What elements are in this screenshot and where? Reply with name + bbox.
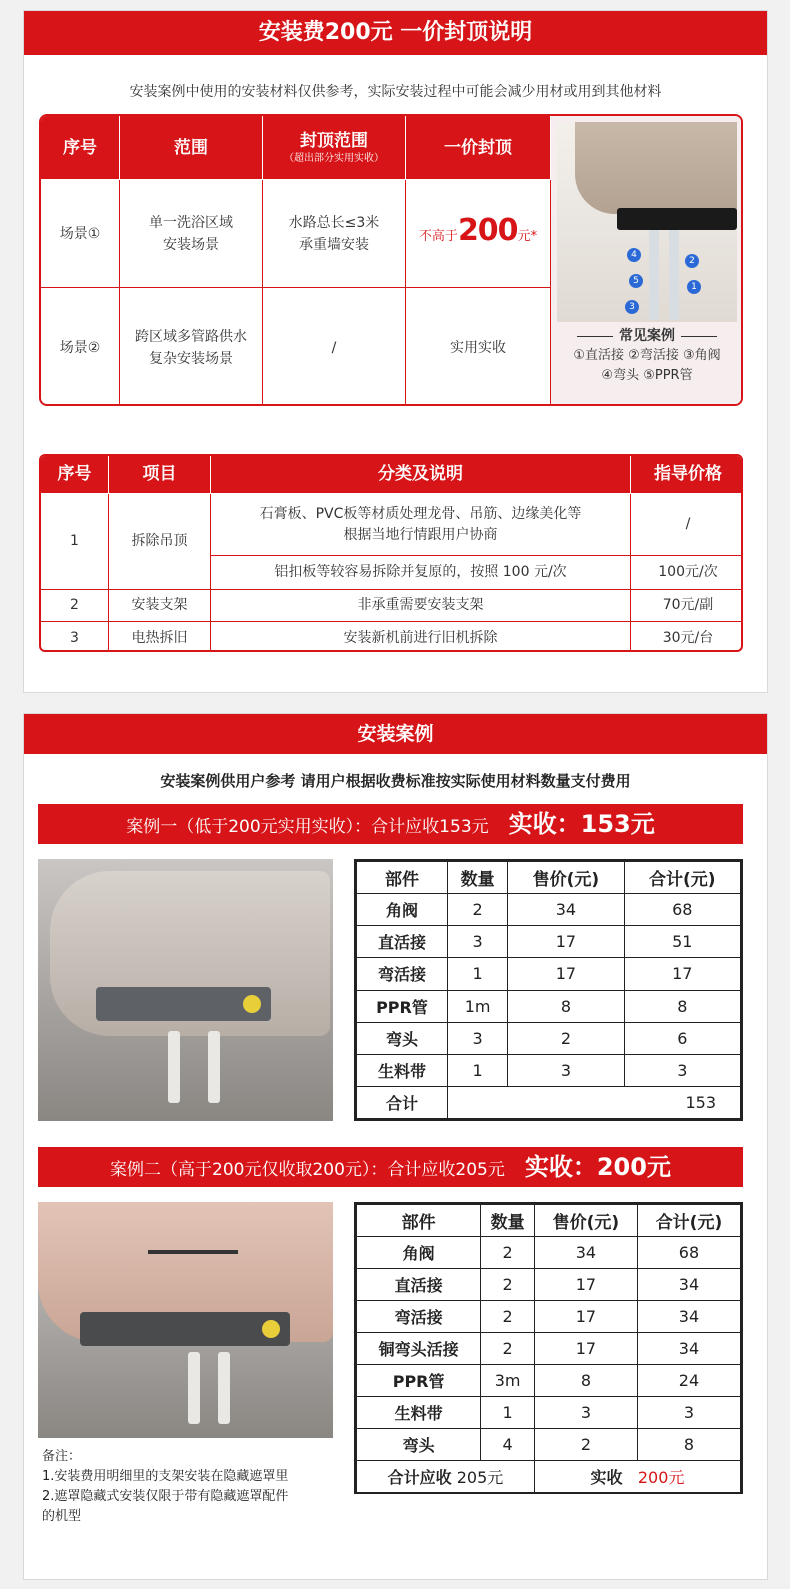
cases-card <box>23 713 768 1580</box>
case1-pipe-b <box>208 1031 220 1103</box>
case2-pipe-b <box>218 1352 230 1424</box>
case1-cell-1-0: 直活接 <box>357 926 448 958</box>
case2-cell-6-3: 8 <box>637 1429 740 1461</box>
fee-2-price: 70元/副 <box>631 590 743 622</box>
case2-cell-5-1: 1 <box>481 1397 535 1429</box>
remarks-line2: 2.遮罩隐藏式安装仅限于带有隐藏遮罩配件 <box>42 1489 289 1504</box>
case1-cell-5-3: 3 <box>624 1054 740 1086</box>
case2-cell-0-1: 2 <box>481 1237 535 1269</box>
case1-cell-5-2: 3 <box>508 1054 624 1086</box>
header-cap-scope-sub: （超出部分实用实收） <box>284 152 384 164</box>
case2-cell-1-0: 直活接 <box>357 1269 481 1301</box>
heater-control-panel <box>617 208 737 230</box>
case2-cell-0-0: 角阀 <box>357 1237 481 1269</box>
table-row <box>357 1365 741 1397</box>
fee-header-desc: 分类及说明 <box>211 456 631 494</box>
case2-cell-0-3: 68 <box>637 1237 740 1269</box>
scene-2-scope-line2: 复杂安装场景 <box>149 351 233 367</box>
header-cap-scope-label: 封顶范围 <box>300 130 368 151</box>
scene-1-price <box>406 180 551 288</box>
fee-1-desc-a <box>211 494 631 556</box>
case2-photo <box>38 1202 333 1438</box>
case2-cell-4-0: PPR管 <box>357 1365 481 1397</box>
pipe-right <box>669 230 679 320</box>
case2-cell-3-2: 17 <box>534 1333 637 1365</box>
case2-bar <box>38 1147 743 1187</box>
table-row <box>357 958 741 990</box>
fee-3-price: 30元/台 <box>662 629 714 646</box>
case2-cell-1-3: 34 <box>637 1269 740 1301</box>
table-row <box>357 926 741 958</box>
case2-total-value: 205元 <box>456 1468 504 1487</box>
case2-cell-3-1: 2 <box>481 1333 535 1365</box>
table-row <box>357 1429 741 1461</box>
fee-1-desc-b: 铝扣板等较容易拆除并复原的，按照 100 元/次 <box>211 556 631 590</box>
case1-cell-4-1: 3 <box>447 1022 507 1054</box>
scene-2-scope-line1: 跨区域多管路供水 <box>135 329 247 345</box>
fee-1-price-b: 100元/次 <box>631 556 743 590</box>
case2-actual-label: 实收 <box>590 1468 623 1487</box>
case2-total-row <box>357 1461 741 1493</box>
case2-cell-3-0: 铜弯头活接 <box>357 1333 481 1365</box>
marker-3: 3 <box>625 300 639 314</box>
cases-note: 安装案例供用户参考 请用户根据收费标准按实际使用材料数量支付费用 <box>160 772 631 790</box>
case1-pipe-a <box>168 1031 180 1103</box>
case1-cell-3-0: PPR管 <box>357 990 448 1022</box>
fee-2-item: 安装支架 <box>109 590 211 622</box>
scene-1-scope <box>120 180 263 288</box>
pricing-card <box>23 10 768 693</box>
case1-cell-1-3: 51 <box>624 926 740 958</box>
case2-cell-2-3: 34 <box>637 1301 740 1333</box>
case2-cell-0-2: 34 <box>534 1237 637 1269</box>
fee-header-item: 项目 <box>109 456 211 494</box>
case2-cell-2-0: 弯活接 <box>357 1301 481 1333</box>
remarks <box>42 1447 337 1527</box>
case1-header-row <box>357 862 741 894</box>
scene-2-cap: / <box>263 288 406 406</box>
case1-cell-0-1: 2 <box>447 894 507 926</box>
case1-cell-5-1: 1 <box>447 1054 507 1086</box>
case1-header-2: 售价(元) <box>508 862 624 894</box>
case2-pipe-a <box>188 1352 200 1424</box>
common-cases-line2: ④弯头 ⑤PPR管 <box>601 368 693 383</box>
case2-bar-text: 案例二（高于200元仅收取200元）：合计应收205元 <box>110 1160 505 1180</box>
table-row <box>357 1022 741 1054</box>
case2-cell-2-2: 17 <box>534 1301 637 1333</box>
case2-header-row <box>357 1205 741 1237</box>
case2-cell-2-1: 2 <box>481 1301 535 1333</box>
scene-1-scope-line1: 单一洗浴区域 <box>149 214 233 231</box>
table-row <box>357 1237 741 1269</box>
case2-total-cell <box>357 1461 535 1493</box>
pricing-table <box>39 114 743 406</box>
fee-1-price-a: / <box>631 494 743 556</box>
case1-total-value: 153 <box>447 1086 740 1118</box>
header-scope: 范围 <box>120 116 263 180</box>
price-suffix: 元* <box>517 228 538 244</box>
case1-bar <box>38 804 743 844</box>
scene-1-price-text <box>418 212 538 248</box>
case1-cell-4-0: 弯头 <box>357 1022 448 1054</box>
case1-heater-panel <box>96 987 271 1021</box>
marker-1: 1 <box>687 280 701 294</box>
table-row <box>357 1397 741 1429</box>
scene-1-cap-line2: 承重墙安装 <box>299 236 369 253</box>
case2-cell-6-1: 4 <box>481 1429 535 1461</box>
case1-cell-4-3: 6 <box>624 1022 740 1054</box>
case2-total-label: 合计应收 <box>387 1468 452 1487</box>
case2-cell-5-2: 3 <box>534 1397 637 1429</box>
scene-2-scope <box>120 288 263 406</box>
price-prefix: 不高于 <box>418 228 458 244</box>
pricing-title: 安装费200元 一价封顶说明 <box>24 11 767 55</box>
header-cap-scope <box>263 116 406 180</box>
table-row <box>357 1301 741 1333</box>
case1-cell-2-2: 17 <box>508 958 624 990</box>
case2-table <box>354 1202 743 1494</box>
fee-1-no: 1 <box>41 494 109 590</box>
case1-cell-4-2: 2 <box>508 1022 624 1054</box>
pipe-left <box>649 230 659 320</box>
scene-1-no: 场景① <box>41 180 120 288</box>
fee-3-desc: 安装新机前进行旧机拆除 <box>211 622 631 652</box>
case1-cell-0-0: 角阀 <box>357 894 448 926</box>
case2-cell-1-1: 2 <box>481 1269 535 1301</box>
scene-2-no: 场景② <box>41 288 120 406</box>
case1-cell-2-3: 17 <box>624 958 740 990</box>
case2-header-2: 售价(元) <box>534 1205 637 1237</box>
fee-header-price: 指导价格 <box>631 456 743 494</box>
case1-cell-0-2: 34 <box>508 894 624 926</box>
scene-1-cap <box>263 180 406 288</box>
fee-3-item: 电热拆旧 <box>109 622 211 652</box>
case1-cell-1-1: 3 <box>447 926 507 958</box>
heater-tank <box>575 122 737 214</box>
fee-3-no: 3 <box>41 622 109 652</box>
common-cases-panel <box>551 116 743 406</box>
remarks-line1: 1.安装费用明细里的支架安装在隐藏遮罩里 <box>42 1469 289 1484</box>
case2-cell-4-2: 8 <box>534 1365 637 1397</box>
case1-cell-3-3: 8 <box>624 990 740 1022</box>
table-row <box>357 1333 741 1365</box>
case2-heater-panel <box>80 1312 290 1346</box>
case2-heater-stripe <box>148 1250 238 1254</box>
common-cases-line1: ①直活接 ②弯活接 ③角阀 <box>573 348 721 363</box>
header-no: 序号 <box>41 116 120 180</box>
case1-cell-5-0: 生料带 <box>357 1054 448 1086</box>
case1-cell-0-3: 68 <box>624 894 740 926</box>
fee-1-item: 拆除吊顶 <box>109 494 211 590</box>
case2-cell-4-3: 24 <box>637 1365 740 1397</box>
case2-knob <box>262 1320 280 1338</box>
fee-header-no: 序号 <box>41 456 109 494</box>
marker-5: 5 <box>629 274 643 288</box>
fee-1-desc-a-line2: 根据当地行情跟用户协商 <box>343 526 498 543</box>
table-row <box>357 990 741 1022</box>
case1-header-0: 部件 <box>357 862 448 894</box>
case2-cell-3-3: 34 <box>637 1333 740 1365</box>
case1-actual: 实收：153元 <box>508 810 655 838</box>
case1-cell-3-2: 8 <box>508 990 624 1022</box>
case2-actual-cell <box>534 1461 740 1493</box>
price-number: 200 <box>457 212 518 248</box>
case1-total-row <box>357 1086 741 1118</box>
case2-actual-value: 200元 <box>637 1468 685 1487</box>
case2-actual: 实收：200元 <box>524 1153 671 1181</box>
case1-knob <box>243 995 261 1013</box>
case2-header-1: 数量 <box>481 1205 535 1237</box>
case1-cell-2-0: 弯活接 <box>357 958 448 990</box>
case2-cell-1-2: 17 <box>534 1269 637 1301</box>
table-row <box>357 1054 741 1086</box>
scene-2-price: 实用实收 <box>406 288 551 406</box>
common-cases-title: 常见案例 <box>557 326 737 346</box>
case1-cell-2-1: 1 <box>447 958 507 990</box>
case1-bar-text: 案例一（低于200元实用实收）：合计应收153元 <box>126 817 489 837</box>
case1-cell-3-1: 1m <box>447 990 507 1022</box>
case1-header-1: 数量 <box>447 862 507 894</box>
case2-cell-6-0: 弯头 <box>357 1429 481 1461</box>
case2-cell-4-1: 3m <box>481 1365 535 1397</box>
extra-fees-table <box>39 454 743 652</box>
table-row <box>357 894 741 926</box>
case2-header-0: 部件 <box>357 1205 481 1237</box>
fee-1-desc-a-line1: 石膏板、PVC板等材质处理龙骨、吊筋、边缘美化等 <box>259 505 582 522</box>
case1-cell-1-2: 17 <box>508 926 624 958</box>
cases-title: 安装案例 <box>24 714 767 754</box>
scene-1-scope-line2: 安装场景 <box>163 236 219 253</box>
case1-photo <box>38 859 333 1121</box>
case2-cell-5-3: 3 <box>637 1397 740 1429</box>
scene-1-cap-line1: 水路总长≤3米 <box>288 214 380 231</box>
water-heater-photo <box>557 122 737 322</box>
case2-header-3: 合计(元) <box>637 1205 740 1237</box>
remarks-line3: 的机型 <box>42 1509 82 1524</box>
case1-table <box>354 859 743 1121</box>
case1-total-label: 合计 <box>357 1086 448 1118</box>
fee-2-no: 2 <box>41 590 109 622</box>
pricing-note: 安装案例中使用的安装材料仅供参考，实际安装过程中可能会减少用材或用到其他材料 <box>129 84 662 100</box>
common-cases-legend <box>557 326 737 386</box>
case2-cell-5-0: 生料带 <box>357 1397 481 1429</box>
case2-cell-6-2: 2 <box>534 1429 637 1461</box>
remarks-title: 备注： <box>42 1449 82 1464</box>
fee-2-desc: 非承重需要安装支架 <box>211 590 631 622</box>
marker-4: 4 <box>627 248 641 262</box>
table-row <box>357 1269 741 1301</box>
case1-header-3: 合计(元) <box>624 862 740 894</box>
header-cap-price: 一价封顶 <box>406 116 551 180</box>
marker-2: 2 <box>685 254 699 268</box>
